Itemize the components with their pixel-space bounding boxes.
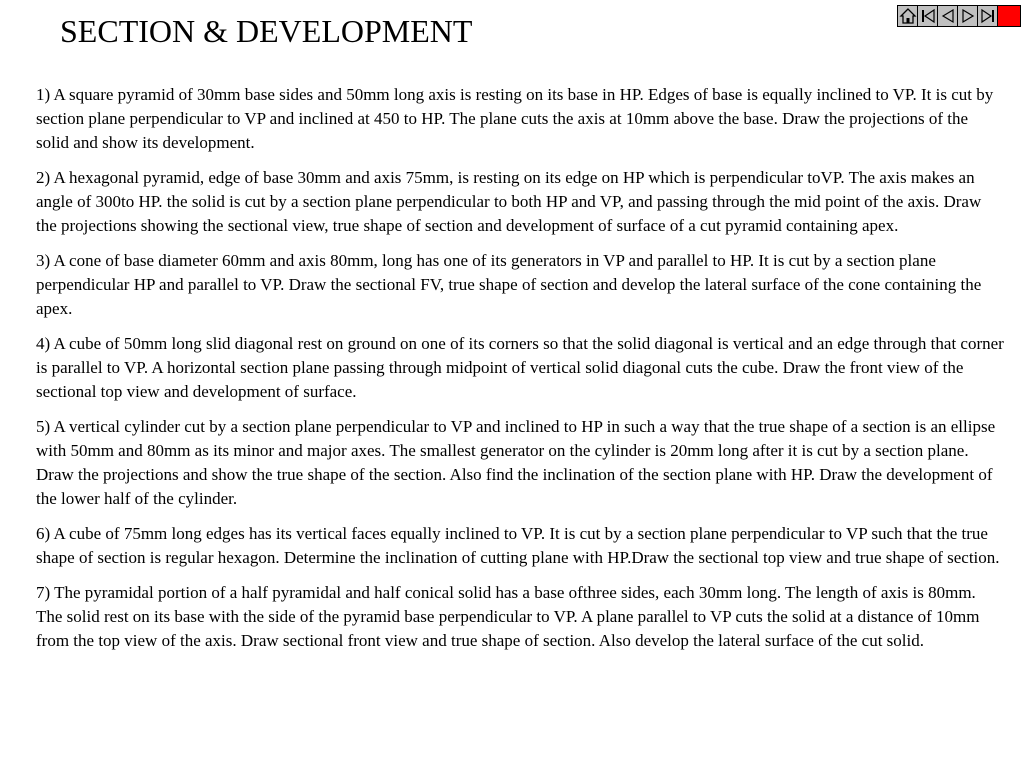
first-slide-icon (918, 6, 938, 26)
problem-item: 1) A square pyramid of 30mm base sides and 50mm long axis is resting on its base in HP. Edges of base is equally inclined to VP. It is cut by section plane perpendicular to VP and inclined at 450 to HP. The plane cuts the axis at 10mm above the base. Draw the projections of the solid and show its development. (36, 85, 994, 152)
problem-list (36, 83, 1004, 664)
next-slide-icon (958, 6, 978, 26)
last-slide-button[interactable] (978, 6, 998, 26)
first-slide-button[interactable] (918, 6, 938, 26)
problem-item: 3) A cone of base diameter 60mm and axis 80mm, long has one of its generators in VP and parallel to HP. It is cut by a section plane perpendicular HP and parallel to VP. Draw the sectional FV, true shape of section and develop the lateral surface of the cone containing the apex. (36, 251, 982, 318)
home-icon (898, 6, 918, 26)
problem-item: 2) A hexagonal pyramid, edge of base 30mm and axis 75mm, is resting on its edge on HP which is perpendicular toVP. The axis makes an angle of 300to HP. the solid is cut by a section plane perpendicular to both HP and VP, and passing through the mid point of the axis. Draw the projections showing the sectional view, true shape of section and development of surface of a cut pyramid containing apex. (36, 168, 982, 235)
last-slide-icon (978, 6, 998, 26)
previous-slide-icon (938, 6, 958, 26)
home-button[interactable] (898, 6, 918, 26)
end-show-icon (998, 6, 1020, 26)
slide-title: SECTION & DEVELOPMENT (60, 13, 473, 49)
next-slide-button[interactable] (958, 6, 978, 26)
previous-slide-button[interactable] (938, 6, 958, 26)
problem-item: 7) The pyramidal portion of a half pyramidal and half conical solid has a base ofthree sides, each 30mm long. The length of axis is 80mm. The solid rest on its base with the side of the pyramid base perpendicular to VP. A plane parallel to VP cuts the solid at a distance of 10mm from the top view of the axis. Draw sectional front view and true shape of section. Also develop the lateral surface of the cut solid. (36, 583, 980, 650)
problem-item: 6) A cube of 75mm long edges has its vertical faces equally inclined to VP. It is cut by a section plane perpendicular to VP such that the true shape of section is regular hexagon. Determine the inclination of cutting plane with HP.Draw the sectional top view and true shape of section. (36, 524, 1000, 567)
slide-navigation-bar (897, 5, 1021, 27)
end-show-button[interactable] (998, 6, 1020, 26)
problem-item: 5) A vertical cylinder cut by a section plane perpendicular to VP and inclined to HP in such a way that the true shape of a section is an ellipse with 50mm and 80mm as its minor and major axes. The smallest generator on the cylinder is 20mm long after it is cut by a section plane. Draw the projections and show the true shape of the section. Also find the inclination of the section plane with HP. Draw the development of the lower half of the cylinder. (36, 417, 996, 508)
problem-item: 4) A cube of 50mm long slid diagonal rest on ground on one of its corners so that the solid diagonal is vertical and an edge through that corner is parallel to VP. A horizontal section plane passing through midpoint of vertical solid diagonal cuts the cube. Draw the front view of the sectional top view and development of surface. (36, 334, 1004, 401)
